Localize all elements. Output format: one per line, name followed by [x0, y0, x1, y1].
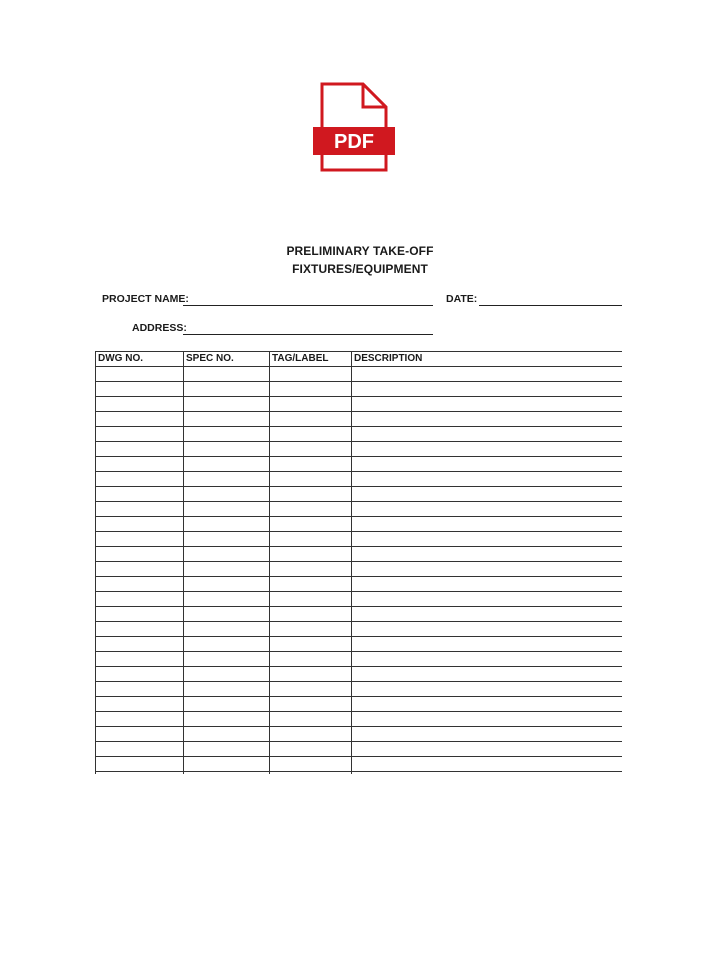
- date-field[interactable]: [479, 305, 622, 306]
- table-row: [96, 772, 623, 775]
- table-row: [96, 367, 623, 382]
- table-cell[interactable]: [184, 592, 270, 607]
- table-cell[interactable]: [352, 727, 623, 742]
- table-cell[interactable]: [96, 772, 184, 775]
- table-cell[interactable]: [352, 577, 623, 592]
- table-cell[interactable]: [352, 592, 623, 607]
- table-cell[interactable]: [184, 382, 270, 397]
- pdf-label-text: PDF: [334, 131, 374, 153]
- table-cell[interactable]: [270, 502, 352, 517]
- table-cell[interactable]: [184, 532, 270, 547]
- table-cell[interactable]: [352, 382, 623, 397]
- table-cell[interactable]: [96, 397, 184, 412]
- table-cell[interactable]: [96, 457, 184, 472]
- table-row: [96, 607, 623, 622]
- table-cell[interactable]: [96, 562, 184, 577]
- table-cell[interactable]: [96, 637, 184, 652]
- table-cell[interactable]: [270, 412, 352, 427]
- table-row: [96, 472, 623, 487]
- table-cell[interactable]: [184, 502, 270, 517]
- date-label: DATE:: [446, 293, 478, 305]
- table-cell[interactable]: [352, 757, 623, 772]
- table-cell[interactable]: [96, 532, 184, 547]
- table-cell[interactable]: [270, 472, 352, 487]
- table-cell[interactable]: [352, 742, 623, 757]
- column-header-tag-label: TAG/LABEL: [270, 352, 352, 367]
- table-cell[interactable]: [96, 712, 184, 727]
- table-cell[interactable]: [184, 457, 270, 472]
- table-cell[interactable]: [96, 727, 184, 742]
- table-cell[interactable]: [184, 772, 270, 775]
- table-cell[interactable]: [270, 772, 352, 775]
- table-cell[interactable]: [270, 532, 352, 547]
- table-cell[interactable]: [96, 487, 184, 502]
- table-cell[interactable]: [184, 472, 270, 487]
- table-cell[interactable]: [184, 742, 270, 757]
- table-row: [96, 502, 623, 517]
- table-cell[interactable]: [96, 652, 184, 667]
- table-cell[interactable]: [352, 457, 623, 472]
- table-cell[interactable]: [352, 487, 623, 502]
- table-cell[interactable]: [184, 487, 270, 502]
- table-row: [96, 427, 623, 442]
- table-cell[interactable]: [270, 757, 352, 772]
- table-row: [96, 457, 623, 472]
- table-cell[interactable]: [352, 637, 623, 652]
- table-row: [96, 592, 623, 607]
- table-cell[interactable]: [184, 727, 270, 742]
- column-header-description: DESCRIPTION: [352, 352, 623, 367]
- table-cell[interactable]: [96, 367, 184, 382]
- table-cell[interactable]: [352, 502, 623, 517]
- table-cell[interactable]: [352, 442, 623, 457]
- table-cell[interactable]: [96, 502, 184, 517]
- table-cell[interactable]: [352, 622, 623, 637]
- table-cell[interactable]: [96, 667, 184, 682]
- table-cell[interactable]: [352, 397, 623, 412]
- address-field[interactable]: [183, 334, 433, 335]
- table-row: [96, 697, 623, 712]
- table-cell[interactable]: [270, 712, 352, 727]
- table-cell[interactable]: [96, 607, 184, 622]
- table-cell[interactable]: [270, 382, 352, 397]
- table-row: [96, 412, 623, 427]
- table-row: [96, 382, 623, 397]
- table-cell[interactable]: [184, 667, 270, 682]
- table-cell[interactable]: [270, 367, 352, 382]
- table-cell[interactable]: [184, 517, 270, 532]
- table-cell[interactable]: [352, 682, 623, 697]
- table-cell[interactable]: [184, 442, 270, 457]
- table-cell[interactable]: [270, 427, 352, 442]
- table-cell[interactable]: [352, 517, 623, 532]
- table-cell[interactable]: [96, 517, 184, 532]
- table-cell[interactable]: [352, 472, 623, 487]
- table-cell[interactable]: [270, 667, 352, 682]
- table-cell[interactable]: [184, 397, 270, 412]
- table-cell[interactable]: [96, 442, 184, 457]
- table-cell[interactable]: [96, 547, 184, 562]
- table-cell[interactable]: [270, 607, 352, 622]
- column-header-dwg-no: DWG NO.: [96, 352, 184, 367]
- table-cell[interactable]: [184, 682, 270, 697]
- table-header-row: [96, 352, 623, 367]
- table-cell[interactable]: [270, 457, 352, 472]
- table-cell[interactable]: [270, 697, 352, 712]
- table-row: [96, 562, 623, 577]
- table-cell[interactable]: [184, 637, 270, 652]
- table-cell[interactable]: [270, 622, 352, 637]
- table-cell[interactable]: [270, 682, 352, 697]
- table-cell[interactable]: [270, 652, 352, 667]
- form-title-line1: PRELIMINARY TAKE-OFF: [286, 244, 434, 258]
- table-cell[interactable]: [270, 442, 352, 457]
- table-cell[interactable]: [352, 697, 623, 712]
- table-cell[interactable]: [352, 547, 623, 562]
- table-cell[interactable]: [96, 697, 184, 712]
- table-cell[interactable]: [270, 592, 352, 607]
- table-cell[interactable]: [352, 532, 623, 547]
- table-row: [96, 742, 623, 757]
- table-row: [96, 682, 623, 697]
- table-cell[interactable]: [96, 682, 184, 697]
- takeoff-table: [95, 351, 622, 774]
- table-cell[interactable]: [270, 577, 352, 592]
- table-cell[interactable]: [270, 742, 352, 757]
- table-cell[interactable]: [96, 757, 184, 772]
- table-cell[interactable]: [96, 472, 184, 487]
- takeoff-table-container: [95, 351, 622, 774]
- table-cell[interactable]: [352, 772, 623, 775]
- table-cell[interactable]: [184, 427, 270, 442]
- table-cell[interactable]: [184, 547, 270, 562]
- takeoff-table-body: [96, 367, 623, 775]
- table-row: [96, 637, 623, 652]
- address-label: ADDRESS:: [132, 322, 187, 334]
- table-row: [96, 667, 623, 682]
- table-cell[interactable]: [352, 427, 623, 442]
- table-cell[interactable]: [352, 712, 623, 727]
- table-cell[interactable]: [184, 697, 270, 712]
- table-cell[interactable]: [352, 367, 623, 382]
- pdf-file-icon: [311, 82, 399, 174]
- table-cell[interactable]: [184, 757, 270, 772]
- table-row: [96, 532, 623, 547]
- table-row: [96, 442, 623, 457]
- table-cell[interactable]: [184, 577, 270, 592]
- table-row: [96, 487, 623, 502]
- table-row: [96, 757, 623, 772]
- project-name-label: PROJECT NAME:: [102, 293, 189, 305]
- table-cell[interactable]: [184, 622, 270, 637]
- table-cell[interactable]: [184, 712, 270, 727]
- table-cell[interactable]: [184, 412, 270, 427]
- table-cell[interactable]: [270, 562, 352, 577]
- table-cell[interactable]: [96, 622, 184, 637]
- table-cell[interactable]: [184, 607, 270, 622]
- table-cell[interactable]: [184, 562, 270, 577]
- project-name-field[interactable]: [183, 305, 433, 306]
- table-cell[interactable]: [352, 607, 623, 622]
- table-cell[interactable]: [96, 592, 184, 607]
- table-cell[interactable]: [270, 487, 352, 502]
- table-row: [96, 652, 623, 667]
- table-cell[interactable]: [352, 412, 623, 427]
- table-row: [96, 577, 623, 592]
- table-cell[interactable]: [184, 652, 270, 667]
- table-cell[interactable]: [96, 427, 184, 442]
- table-row: [96, 397, 623, 412]
- table-cell[interactable]: [270, 637, 352, 652]
- table-row: [96, 547, 623, 562]
- table-row: [96, 712, 623, 727]
- table-row: [96, 622, 623, 637]
- table-cell[interactable]: [96, 577, 184, 592]
- table-cell[interactable]: [270, 397, 352, 412]
- table-cell[interactable]: [270, 547, 352, 562]
- table-cell[interactable]: [352, 652, 623, 667]
- table-cell[interactable]: [96, 742, 184, 757]
- table-row: [96, 727, 623, 742]
- table-cell[interactable]: [352, 562, 623, 577]
- table-cell[interactable]: [96, 412, 184, 427]
- table-cell[interactable]: [270, 517, 352, 532]
- table-row: [96, 517, 623, 532]
- table-cell[interactable]: [352, 667, 623, 682]
- table-cell[interactable]: [96, 382, 184, 397]
- table-cell[interactable]: [184, 367, 270, 382]
- form-title-line2: FIXTURES/EQUIPMENT: [292, 262, 428, 276]
- column-header-spec-no: SPEC NO.: [184, 352, 270, 367]
- table-cell[interactable]: [270, 727, 352, 742]
